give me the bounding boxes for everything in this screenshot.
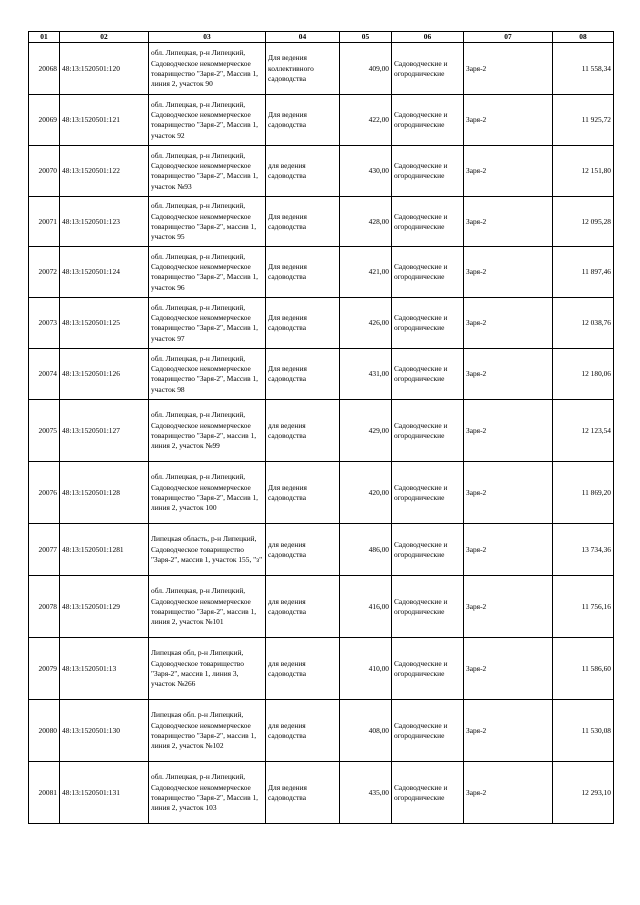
permitted-use-cell: Для ведения садоводства <box>266 95 340 146</box>
settlement-name-cell: Заря-2 <box>464 700 553 762</box>
address-cell <box>149 197 266 247</box>
cadastral-value-cell: 12 293,10 <box>553 762 614 824</box>
address-text: обл. Липецкая, р-н Липецкий, Садоводческое некоммерческое товарищество "Заря-2", Массив 1, участок 96 <box>151 251 259 292</box>
permitted-use-cell: Для ведения садоводства <box>266 298 340 349</box>
settlement-name-cell: Заря-2 <box>464 146 553 197</box>
address-text: Липецкая обл. р-н Липецкий, Садоводческое некоммерческое товарищество "Заря-2", массив 1, линия 2, участок №102 <box>151 710 257 751</box>
address-text: обл. Липецкая, р-н Липецкий, Садоводческое некоммерческое товарищество "Заря-2", массив 1, участок 95 <box>151 201 257 242</box>
address-text: обл. Липецкая, р-н Липецкий, Садоводческое некоммерческое товарищество "Заря-2", Массив 1, участок 92 <box>151 99 259 140</box>
address-cell <box>149 247 266 298</box>
area-cell: 421,00 <box>340 247 392 298</box>
land-category-cell: Садоводческие и огороднические <box>392 95 464 146</box>
settlement-name-cell: Заря-2 <box>464 197 553 247</box>
table-row <box>29 400 614 462</box>
address-cell <box>149 400 266 462</box>
col-header-05: 05 <box>340 32 392 43</box>
col-header-01: 01 <box>29 32 60 43</box>
area-cell: 429,00 <box>340 400 392 462</box>
table-row <box>29 43 614 95</box>
cadastral-number-cell: 48:13:1520501:130 <box>60 700 149 762</box>
col-header-02: 02 <box>60 32 149 43</box>
col-header-06: 06 <box>392 32 464 43</box>
cadastral-number-cell: 48:13:1520501:1281 <box>60 524 149 576</box>
address-text: обл. Липецкая, р-н Липецкий, Садоводческое некоммерческое товарищество "Заря-2", Массив 1, линия 2, участок 103 <box>151 772 259 813</box>
settlement-name-cell: Заря-2 <box>464 349 553 400</box>
row-number-cell: 20069 <box>29 95 60 146</box>
settlement-name-cell: Заря-2 <box>464 462 553 524</box>
row-number-cell: 20070 <box>29 146 60 197</box>
row-number-cell: 20078 <box>29 576 60 638</box>
land-category-cell: Садоводческие и огороднические <box>392 298 464 349</box>
address-cell <box>149 524 266 576</box>
table-row <box>29 762 614 824</box>
cadastral-value-cell: 11 530,08 <box>553 700 614 762</box>
area-cell: 486,00 <box>340 524 392 576</box>
row-number-cell: 20077 <box>29 524 60 576</box>
permitted-use-cell: для ведения садоводства <box>266 700 340 762</box>
cadastral-value-cell: 12 180,06 <box>553 349 614 400</box>
table-row <box>29 247 614 298</box>
cadastral-value-cell: 11 558,34 <box>553 43 614 95</box>
address-text: обл. Липецкая, р-н Липецкий, Садоводческое некоммерческое товарищество "Заря-2", Массив 1, линия 2, участок 90 <box>151 48 259 89</box>
cadastral-value-cell: 12 123,54 <box>553 400 614 462</box>
table-row <box>29 638 614 700</box>
permitted-use-cell: для ведения садоводства <box>266 400 340 462</box>
cadastral-number-cell: 48:13:1520501:127 <box>60 400 149 462</box>
row-number-cell: 20071 <box>29 197 60 247</box>
row-number-cell: 20068 <box>29 43 60 95</box>
cadastral-number-cell: 48:13:1520501:128 <box>60 462 149 524</box>
cadastral-number-cell: 48:13:1520501:126 <box>60 349 149 400</box>
permitted-use-cell: Для ведения садоводства <box>266 349 340 400</box>
cadastral-number-cell: 48:13:1520501:129 <box>60 576 149 638</box>
permitted-use-cell: Для ведения садоводства <box>266 462 340 524</box>
settlement-name-cell: Заря-2 <box>464 298 553 349</box>
address-text: Липецкая обл, р-н Липецкий, Садоводческое товарищество "Заря-2", массив 1, линия 3, участок №266 <box>151 648 244 689</box>
cadastral-number-cell: 48:13:1520501:124 <box>60 247 149 298</box>
permitted-use-cell: Для ведения садоводства <box>266 762 340 824</box>
land-category-cell: Садоводческие и огороднические <box>392 638 464 700</box>
permitted-use-cell: для ведения садоводства <box>266 638 340 700</box>
settlement-name-cell: Заря-2 <box>464 576 553 638</box>
settlement-name-cell: Заря-2 <box>464 95 553 146</box>
cadastral-value-cell: 13 734,36 <box>553 524 614 576</box>
table-row <box>29 349 614 400</box>
permitted-use-cell: для ведения садоводства <box>266 146 340 197</box>
table-row <box>29 700 614 762</box>
row-number-cell: 20075 <box>29 400 60 462</box>
area-cell: 435,00 <box>340 762 392 824</box>
land-category-cell: Садоводческие и огороднические <box>392 576 464 638</box>
permitted-use-cell: для ведения садоводства <box>266 524 340 576</box>
area-cell: 422,00 <box>340 95 392 146</box>
address-cell <box>149 298 266 349</box>
area-cell: 416,00 <box>340 576 392 638</box>
area-cell: 431,00 <box>340 349 392 400</box>
table-row <box>29 197 614 247</box>
address-cell <box>149 762 266 824</box>
land-category-cell: Садоводческие и огороднические <box>392 700 464 762</box>
address-text: обл. Липецкая, р-н Липецкий, Садоводческое некоммерческое товарищество "Заря-2", массив 1, линия 2, участок №99 <box>151 410 257 451</box>
row-number-cell: 20080 <box>29 700 60 762</box>
cadastral-value-cell: 11 869,20 <box>553 462 614 524</box>
address-text: обл. Липецкая, р-н Липецкий, Садоводческое некоммерческое товарищество "Заря-2", Массив 1, участок 97 <box>151 302 259 343</box>
cadastral-value-cell: 11 586,60 <box>553 638 614 700</box>
land-category-cell: Садоводческие и огороднические <box>392 524 464 576</box>
land-category-cell: Садоводческие и огороднические <box>392 462 464 524</box>
address-cell <box>149 700 266 762</box>
table-body <box>29 43 614 824</box>
row-number-cell: 20073 <box>29 298 60 349</box>
table-row <box>29 524 614 576</box>
table-row <box>29 95 614 146</box>
col-header-07: 07 <box>464 32 553 43</box>
cadastral-number-cell: 48:13:1520501:13 <box>60 638 149 700</box>
land-category-cell: Садоводческие и огороднические <box>392 400 464 462</box>
settlement-name-cell: Заря-2 <box>464 400 553 462</box>
cadastral-number-cell: 48:13:1520501:122 <box>60 146 149 197</box>
settlement-name-cell: Заря-2 <box>464 524 553 576</box>
cadastral-value-cell: 12 038,76 <box>553 298 614 349</box>
land-category-cell: Садоводческие и огороднические <box>392 349 464 400</box>
address-cell <box>149 462 266 524</box>
settlement-name-cell: Заря-2 <box>464 638 553 700</box>
area-cell: 420,00 <box>340 462 392 524</box>
land-category-cell: Садоводческие и огороднические <box>392 43 464 95</box>
permitted-use-cell: Для ведения садоводства <box>266 197 340 247</box>
permitted-use-cell: для ведения садоводства <box>266 576 340 638</box>
row-number-cell: 20072 <box>29 247 60 298</box>
land-category-cell: Садоводческие и огороднические <box>392 762 464 824</box>
table-row <box>29 298 614 349</box>
area-cell: 409,00 <box>340 43 392 95</box>
cadastral-value-cell: 11 756,16 <box>553 576 614 638</box>
address-text: обл. Липецкая, р-н Липецкий, Садоводческое некоммерческое товарищество "Заря-2", Массив 1, линия 2, участок 100 <box>151 472 259 513</box>
address-text: обл. Липецкая, р-н Липецкий, Садоводческое некоммерческое товарищество "Заря-2", Массив 1, участок №93 <box>151 150 259 191</box>
cadastral-value-cell: 11 897,46 <box>553 247 614 298</box>
address-text: обл. Липецкая, р-н Липецкий, Садоводческое некоммерческое товарищество "Заря-2", массив 1, линия 2, участок №101 <box>151 586 257 627</box>
land-category-cell: Садоводческие и огороднические <box>392 197 464 247</box>
settlement-name-cell: Заря-2 <box>464 247 553 298</box>
cadastral-number-cell: 48:13:1520501:121 <box>60 95 149 146</box>
permitted-use-cell: Для ведения садоводства <box>266 247 340 298</box>
address-cell <box>149 349 266 400</box>
area-cell: 426,00 <box>340 298 392 349</box>
table-row <box>29 462 614 524</box>
col-header-08: 08 <box>553 32 614 43</box>
cadastral-number-cell: 48:13:1520501:123 <box>60 197 149 247</box>
land-category-cell: Садоводческие и огороднические <box>392 247 464 298</box>
settlement-name-cell: Заря-2 <box>464 43 553 95</box>
address-cell <box>149 43 266 95</box>
area-cell: 428,00 <box>340 197 392 247</box>
permitted-use-cell: Для ведения коллективного садоводства <box>266 43 340 95</box>
cadastral-value-cell: 12 095,28 <box>553 197 614 247</box>
cadastral-number-cell: 48:13:1520501:131 <box>60 762 149 824</box>
register-table <box>28 31 614 824</box>
area-cell: 410,00 <box>340 638 392 700</box>
row-number-cell: 20076 <box>29 462 60 524</box>
address-text: обл. Липецкая, р-н Липецкий, Садоводческое некоммерческое товарищество "Заря-2", Массив 1, участок 98 <box>151 353 259 394</box>
cadastral-value-cell: 12 151,80 <box>553 146 614 197</box>
settlement-name-cell: Заря-2 <box>464 762 553 824</box>
table-row <box>29 146 614 197</box>
table-row <box>29 576 614 638</box>
row-number-cell: 20074 <box>29 349 60 400</box>
area-cell: 408,00 <box>340 700 392 762</box>
address-cell <box>149 95 266 146</box>
row-number-cell: 20081 <box>29 762 60 824</box>
address-cell <box>149 576 266 638</box>
header-row <box>29 32 614 43</box>
col-header-04: 04 <box>266 32 340 43</box>
address-cell <box>149 146 266 197</box>
land-category-cell: Садоводческие и огороднические <box>392 146 464 197</box>
area-cell: 430,00 <box>340 146 392 197</box>
cadastral-value-cell: 11 925,72 <box>553 95 614 146</box>
address-text: Липецкая область, р-н Липецкий, Садоводческое товарищество "Заря-2", массив 1, участок 155, "з" <box>151 534 263 565</box>
row-number-cell: 20079 <box>29 638 60 700</box>
col-header-03: 03 <box>149 32 266 43</box>
cadastral-number-cell: 48:13:1520501:125 <box>60 298 149 349</box>
address-cell <box>149 638 266 700</box>
cadastral-number-cell: 48:13:1520501:120 <box>60 43 149 95</box>
